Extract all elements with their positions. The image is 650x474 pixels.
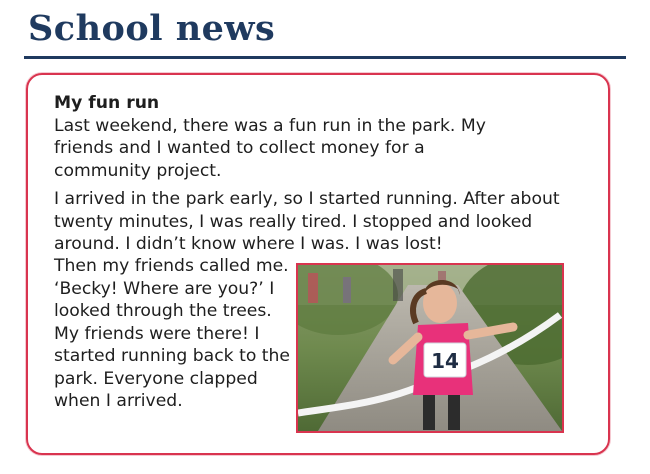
paragraph-2: I arrived in the park early, so I started running. After about twenty minutes, I was really tired. I stopped and looked around. I didn’t know where I was. I was lost! bbox=[54, 189, 560, 254]
paragraph-3: Then my friends called me. ‘Becky! Where are you?’ I looked through the trees. My friends were there! I started running back to the park. Everyone clapped when I arrived. bbox=[54, 256, 291, 411]
masthead-rule bbox=[24, 56, 626, 59]
paragraph-1: Last weekend, there was a fun run in the park. My friends and I wanted to collect money for a community project. bbox=[54, 115, 486, 181]
fun-run-photo bbox=[296, 263, 564, 433]
girl-running-image bbox=[298, 265, 562, 431]
article-body bbox=[54, 92, 594, 256]
masthead-title: School news bbox=[28, 8, 276, 49]
bib-number: 14 bbox=[431, 349, 459, 373]
article-title: My fun run bbox=[54, 93, 160, 113]
